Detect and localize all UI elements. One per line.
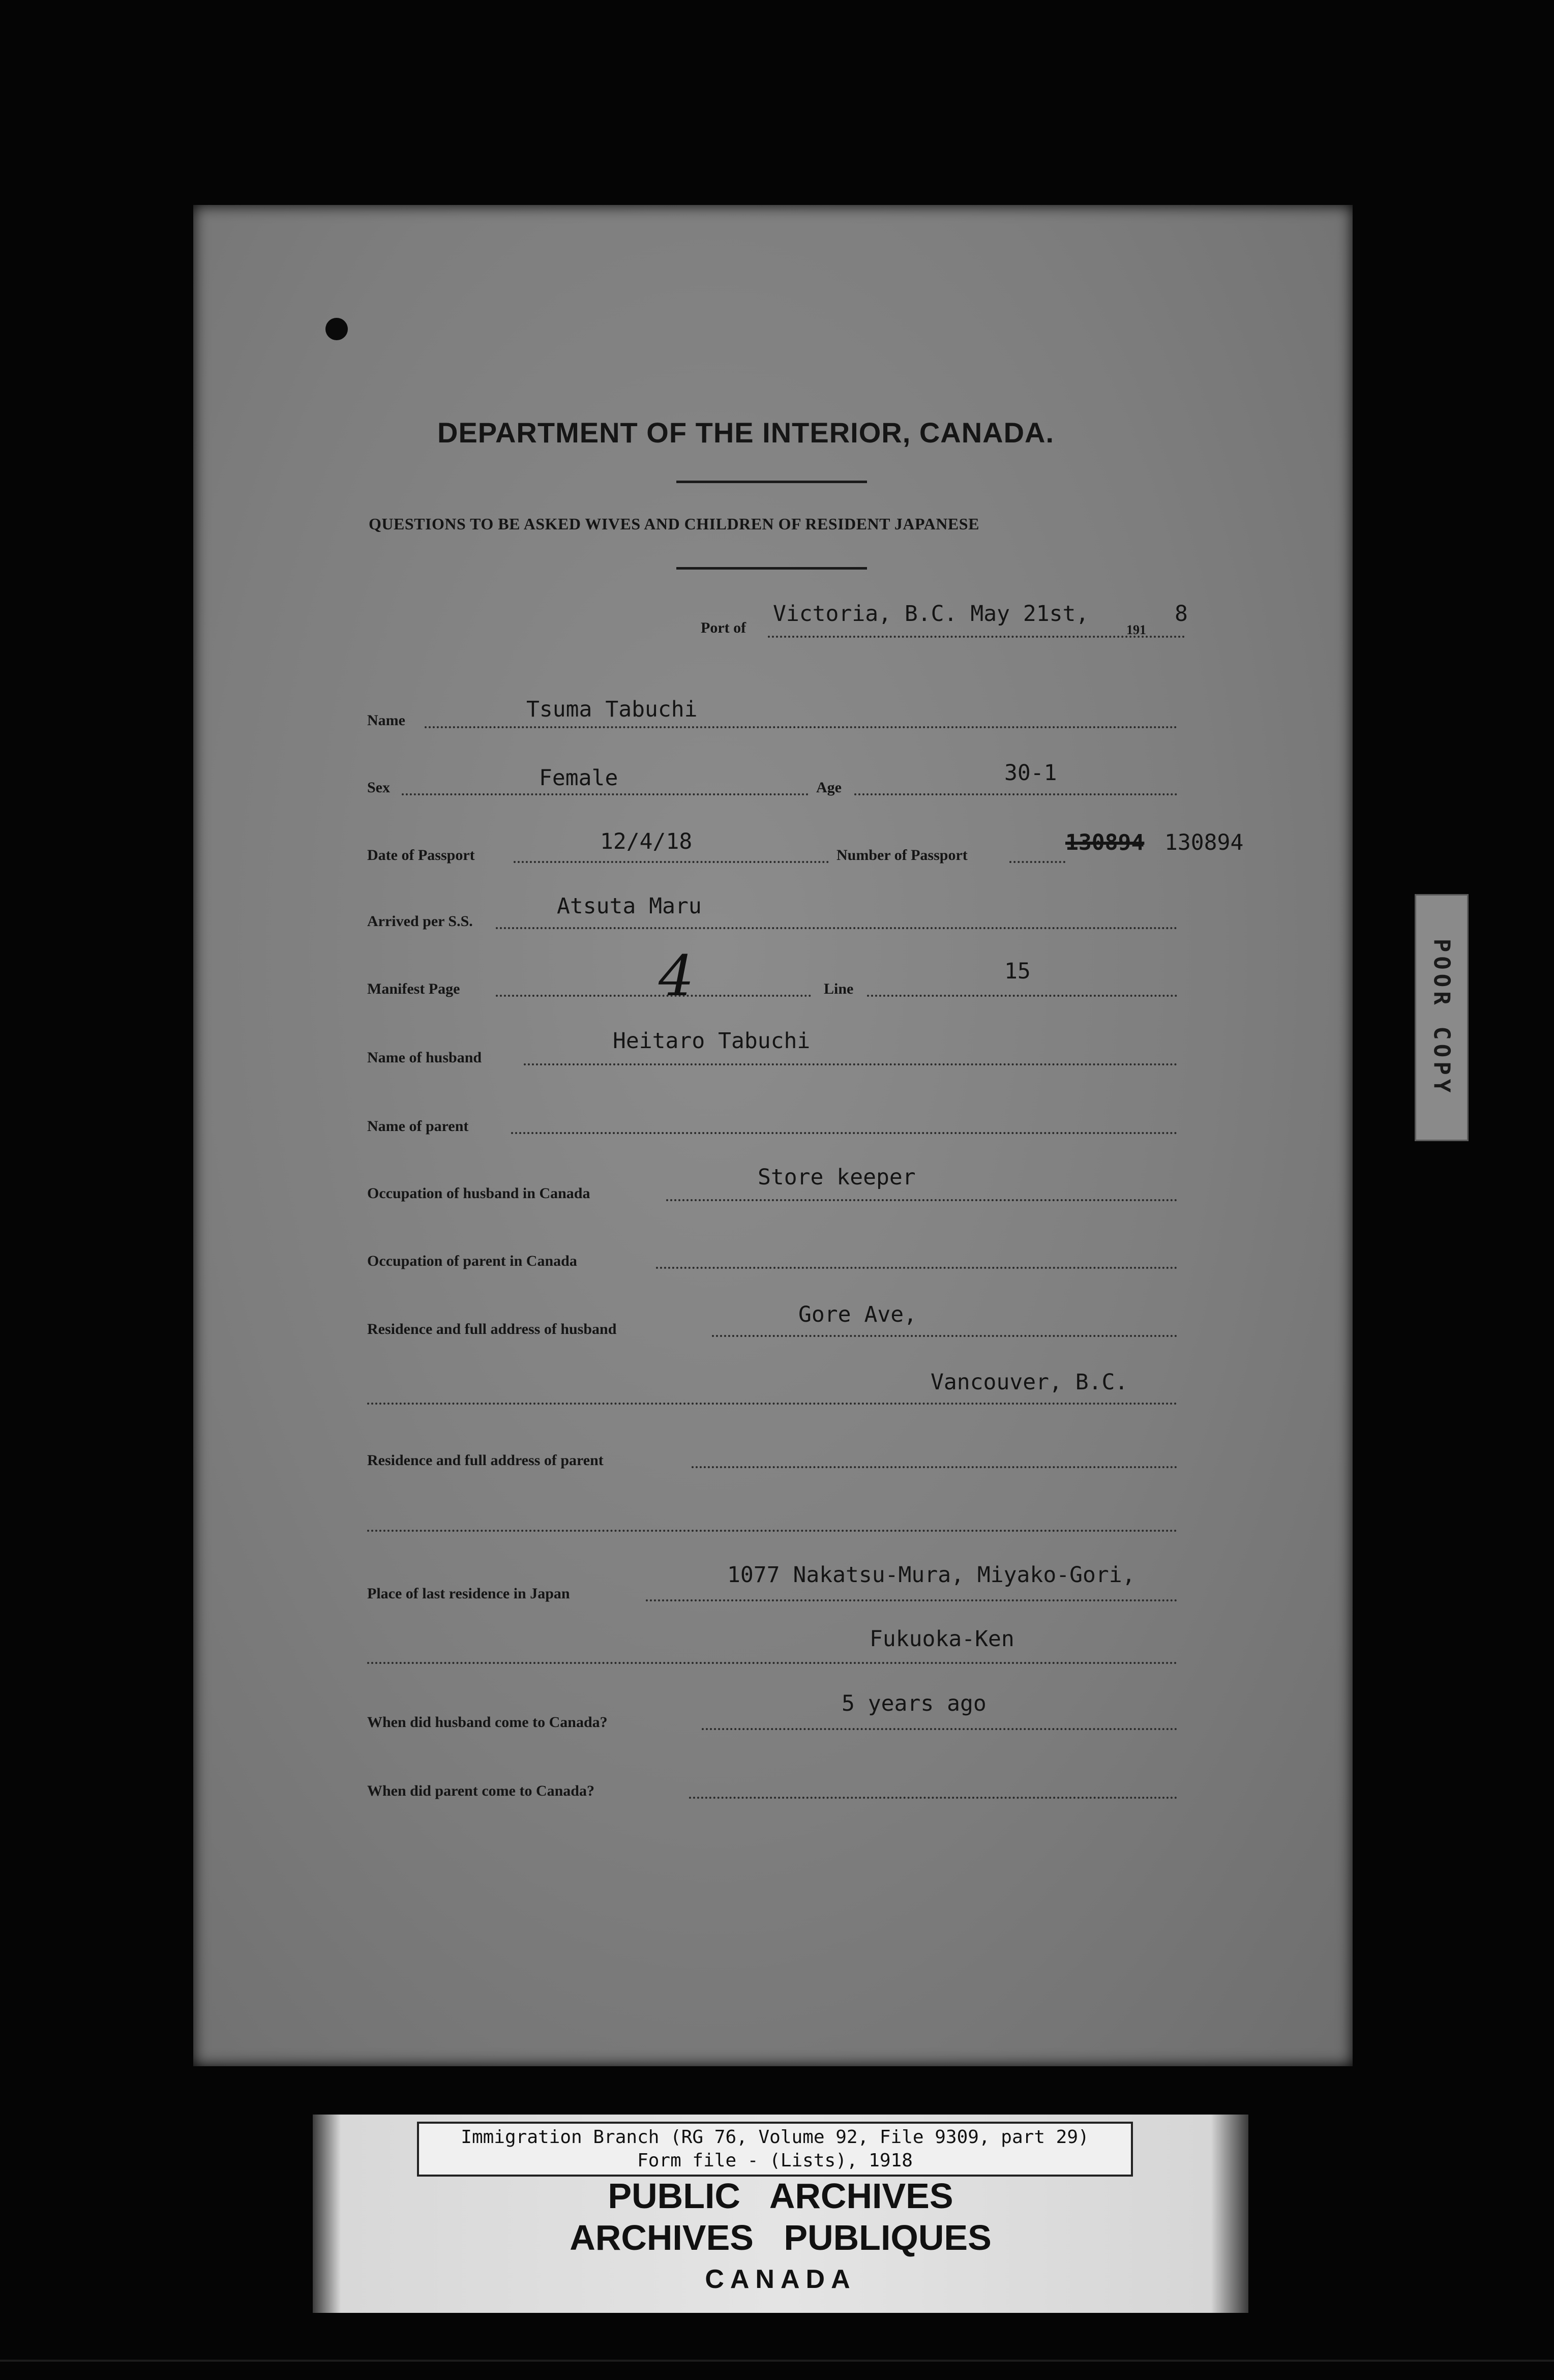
last-residence-japan-second-dotted-line xyxy=(367,1662,1177,1664)
port-value: Victoria, B.C. May 21st, xyxy=(773,601,1089,627)
form-subtitle: QUESTIONS TO BE ASKED WIVES AND CHILDREN OF RESIDENT JAPANESE xyxy=(369,515,979,533)
last-residence-japan-line2: Fukuoka-Ken xyxy=(870,1626,1014,1652)
sex-label: Sex xyxy=(367,779,390,796)
residence-husband-second-dotted-line xyxy=(367,1403,1177,1405)
parent-came-label: When did parent come to Canada? xyxy=(367,1782,594,1799)
line-value: 15 xyxy=(1004,959,1031,984)
public-archives-title: PUBLIC ARCHIVES xyxy=(608,2176,953,2216)
arrived-per-value: Atsuta Maru xyxy=(557,894,702,919)
occupation-husband-dotted-line xyxy=(666,1199,1177,1201)
age-label: Age xyxy=(816,779,842,796)
occupation-parent-dotted-line xyxy=(656,1267,1177,1269)
husband-came-label: When did husband come to Canada? xyxy=(367,1714,608,1731)
husband-name-label: Name of husband xyxy=(367,1049,482,1066)
residence-parent-label: Residence and full address of parent xyxy=(367,1452,604,1469)
last-residence-japan-line1: 1077 Nakatsu-Mura, Miyako-Gori, xyxy=(727,1562,1135,1588)
line-dotted-line xyxy=(867,995,1177,997)
last-residence-japan-label: Place of last residence in Japan xyxy=(367,1585,570,1602)
husband-name-dotted-line xyxy=(524,1063,1177,1065)
manifest-page-dotted-line xyxy=(496,995,811,997)
arrived-per-label: Arrived per S.S. xyxy=(367,913,473,930)
passport-number-struck: 130894 xyxy=(1065,830,1145,855)
occupation-parent-label: Occupation of parent in Canada xyxy=(367,1253,577,1269)
name-label: Name xyxy=(367,712,405,729)
husband-name-value: Heitaro Tabuchi xyxy=(613,1028,811,1054)
passport-date-label: Date of Passport xyxy=(367,847,475,864)
sex-dotted-line xyxy=(402,793,809,795)
parent-name-dotted-line xyxy=(511,1132,1177,1134)
residence-husband-line2: Vancouver, B.C. xyxy=(931,1370,1128,1395)
archive-reference-line1: Immigration Branch (RG 76, Volume 92, File 9309, part 29) xyxy=(461,2127,1089,2148)
manifest-page-label: Manifest Page xyxy=(367,980,460,997)
residence-husband-dotted-line xyxy=(712,1335,1177,1337)
husband-came-value: 5 years ago xyxy=(842,1691,987,1716)
archive-reference-label xyxy=(417,2122,1133,2177)
poor-copy-text: POOR COPY xyxy=(1428,938,1455,1097)
port-year-digit: 8 xyxy=(1175,601,1188,627)
arrived-per-dotted-line xyxy=(496,927,1177,929)
residence-husband-line1: Gore Ave, xyxy=(798,1302,917,1327)
subtitle-divider xyxy=(676,567,867,570)
residence-husband-label: Residence and full address of husband xyxy=(367,1321,617,1337)
age-dotted-line xyxy=(854,793,1177,795)
port-dotted-line xyxy=(768,636,1185,638)
occupation-husband-label: Occupation of husband in Canada xyxy=(367,1185,590,1202)
port-year-prefix: 191 xyxy=(1126,622,1146,637)
residence-parent-dotted-line xyxy=(692,1466,1177,1468)
line-label: Line xyxy=(824,980,854,997)
age-value: 30-1 xyxy=(1004,760,1057,786)
sex-value: Female xyxy=(539,765,618,791)
parent-name-label: Name of parent xyxy=(367,1118,469,1135)
punch-hole xyxy=(325,318,348,340)
manifest-page-handwritten: 4 xyxy=(659,943,694,1008)
residence-parent-second-dotted-line xyxy=(367,1530,1177,1532)
canada-label: CANADA xyxy=(705,2265,856,2294)
occupation-husband-value: Store keeper xyxy=(758,1165,916,1190)
husband-came-dotted-line xyxy=(702,1728,1177,1730)
page-title: DEPARTMENT OF THE INTERIOR, CANADA. xyxy=(437,416,1055,449)
title-divider xyxy=(676,481,867,483)
poor-copy-stamp xyxy=(1415,894,1469,1141)
passport-number-dotted-line xyxy=(1009,861,1065,863)
last-residence-japan-dotted-line xyxy=(646,1599,1177,1601)
port-label: Port of xyxy=(701,619,746,636)
name-dotted-line xyxy=(425,726,1177,728)
parent-came-dotted-line xyxy=(689,1797,1177,1799)
frame-bottom-line xyxy=(0,2360,1554,2362)
archive-reference-line2: Form file - (Lists), 1918 xyxy=(637,2150,913,2171)
passport-number-label: Number of Passport xyxy=(836,847,968,864)
passport-date-value: 12/4/18 xyxy=(600,829,693,854)
name-value: Tsuma Tabuchi xyxy=(526,697,698,722)
passport-number-value: 130894 xyxy=(1164,830,1244,855)
passport-date-dotted-line xyxy=(514,861,829,863)
archives-publiques-title: ARCHIVES PUBLIQUES xyxy=(570,2218,992,2257)
